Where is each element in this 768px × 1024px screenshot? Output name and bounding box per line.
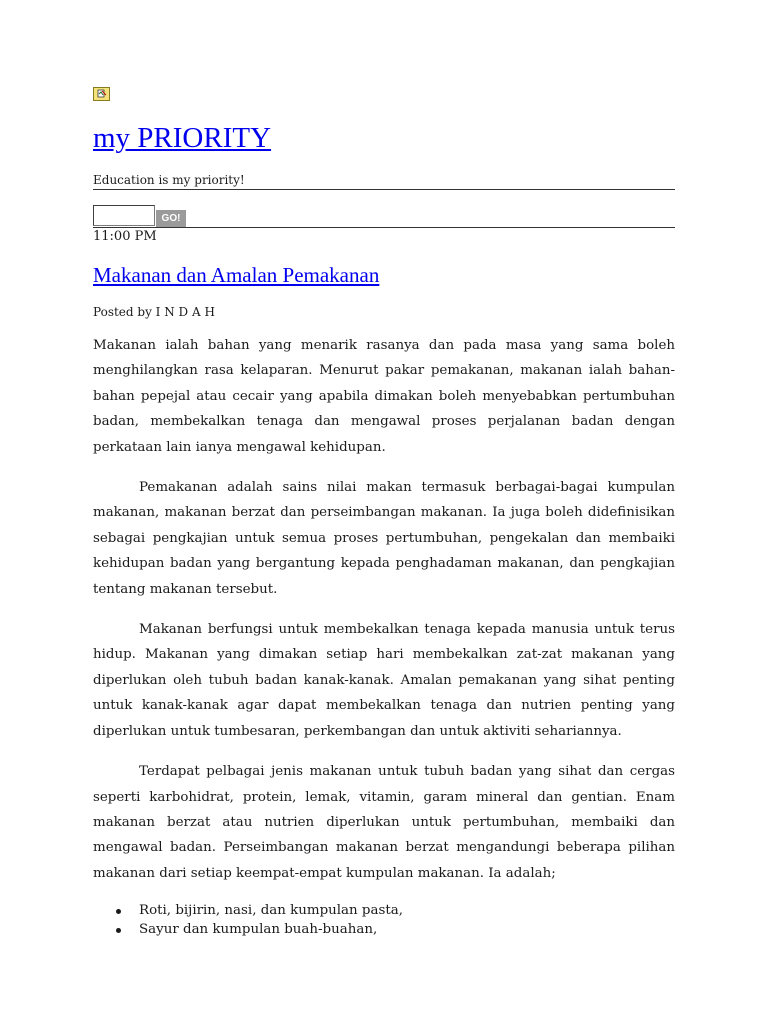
search-bar — [93, 205, 675, 228]
search-input[interactable] — [93, 205, 155, 226]
list-item: Roti, bijirin, nasi, dan kumpulan pasta, — [139, 901, 675, 920]
blog-tagline: Education is my priority! — [93, 172, 675, 190]
food-group-list — [93, 901, 675, 939]
list-item: Sayur dan kumpulan buah-buahan, — [139, 920, 675, 939]
blog-title-link[interactable]: my PRIORITY — [93, 122, 272, 154]
post-body — [93, 333, 675, 939]
post-paragraph: Terdapat pelbagai jenis makanan untuk tubuh badan yang sihat dan cergas seperti karbohidrat, protein, lemak, vitamin, garam mineral dan gentian. Enam makanan berzat atau nutrien diperlukan untuk pertumbuhan, membaiki dan mengawal badan. Perseimbangan makanan berzat mengandungi beberapa pilihan makanan dari setiap keempat-empat kumpulan makanan. Ia adalah; — [93, 764, 675, 881]
post-paragraph: Makanan berfungsi untuk membekalkan tenaga kepada manusia untuk terus hidup. Makanan yang dimakan setiap hari membekalkan zat-zat makanan yang diperlukan oleh tubuh badan kanak-kanak. Amalan pemakanan yang sihat penting untuk kanak-kanak agar dapat membekalkan tenaga dan nutrien penting yang diperlukan untuk tumbesaran, perkembangan dan untuk aktiviti sehariannya. — [93, 622, 675, 739]
post-title — [93, 262, 379, 288]
post-paragraph: Makanan ialah bahan yang menarik rasanya dan pada masa yang sama boleh menghilangkan rasa kelaparan. Menurut pakar pemakanan, makanan ialah bahan-bahan pepejal atau cecair yang apabila dimakan boleh menyebabkan pertumbuhan badan, membekalkan tenaga dan mengawal proses perjalanan badan dengan perkataan lain ianya mengawal kehidupan. — [93, 338, 675, 455]
post-paragraph: Pemakanan adalah sains nilai makan termasuk berbagai-bagai kumpulan makanan, makanan berzat dan perseimbangan makanan. Ia juga boleh didefinisikan sebagai pengkajian untuk semua proses pertumbuhan, pengekalan dan membaiki kehidupan badan yang bergantung kepada penghadaman makanan, dan pengkajian tentang makanan tersebut. — [93, 480, 675, 597]
go-button[interactable]: GO! — [156, 210, 186, 227]
post-author: Posted by I N D A H — [93, 305, 215, 319]
blog-title — [93, 120, 271, 156]
broken-image-icon — [93, 87, 110, 101]
post-title-link[interactable]: Makanan dan Amalan Pemakanan — [93, 263, 380, 287]
post-time: 11:00 PM — [93, 229, 157, 244]
